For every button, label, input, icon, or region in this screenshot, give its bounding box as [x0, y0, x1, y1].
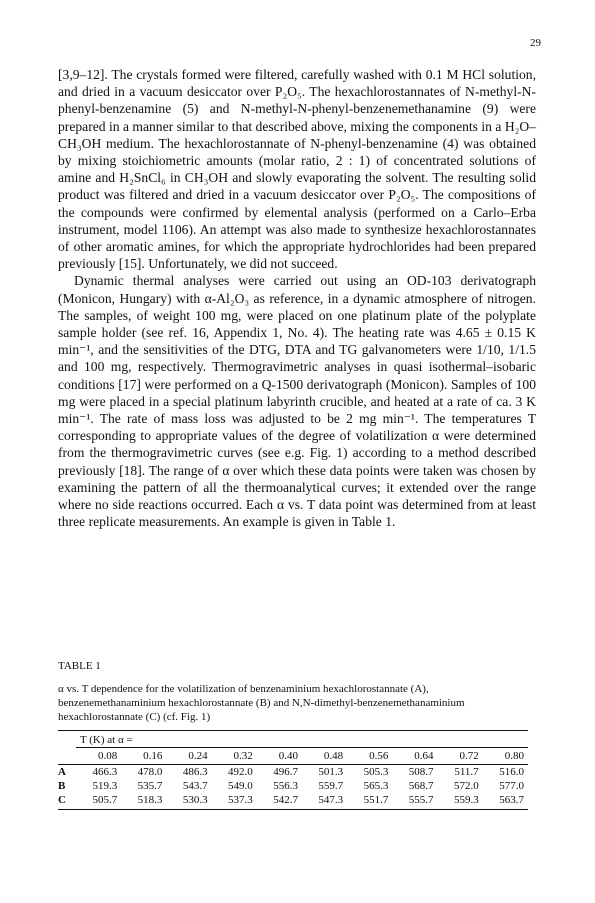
- table-label: TABLE 1: [58, 660, 101, 672]
- alpha-header: 0.64: [392, 748, 437, 765]
- table-cell: 519.3: [92, 780, 118, 792]
- table-cell: 516.0: [499, 766, 524, 778]
- table-cell: 505.3: [363, 766, 389, 778]
- table-cell: 496.7: [273, 766, 298, 778]
- table-cell: 572.0: [453, 780, 479, 792]
- row-label: C: [58, 793, 76, 810]
- table-1: [58, 660, 536, 810]
- row-label: A: [58, 766, 66, 778]
- table-row: [58, 779, 528, 793]
- table-cell: 555.7: [392, 793, 437, 810]
- table-cell: 559.3: [438, 793, 483, 810]
- table-cell: 542.7: [257, 793, 302, 810]
- table-cell: 508.7: [408, 766, 434, 778]
- table-row: [58, 765, 528, 780]
- table-alpha-header-row: [58, 748, 528, 765]
- alpha-header: 0.80: [483, 748, 528, 765]
- alpha-header: 0.48: [302, 748, 347, 765]
- table-cell: 537.3: [212, 793, 257, 810]
- alpha-header: 0.24: [166, 748, 211, 765]
- table-cell: 551.7: [347, 793, 392, 810]
- table-header-group: T (K) at α =: [76, 731, 528, 748]
- table-cell: 492.0: [228, 766, 253, 778]
- paragraph-preparation: [3,9–12]. The crystals formed were filtered, carefully washed with 0.1 M HCl solution, and dried in a vacuum desiccator over P₂O₅. The hexachlorostannates of N-methyl-N-phenyl-benzenamine (5) and N-methyl-N-phenyl-benzenemethanamine (9) were prepared in a manner similar to that described above, mixing the components in a H₂O–CH₃OH medium. The hexachlorostannate of N-phenyl-benzenamine (4) was obtained by mixing stoichiometric amounts (molar ratio, 2 : 1) of concentrated solutions of amine and H₂SnCl₆ in CH₃OH and slowly evaporating the solvent. The resulting solid product was filtered and dried in a vacuum desiccator over P₂O₅. The compositions of the compounds were confirmed by elemental analysis (performed on a Carlo–Erba instrument, model 1106). An attempt was also made to synthesize hexachlorostannates of other aromatic amines, for which the appropriate hydrochlorides had been prepared previously [15]. Unfortunately, we did not succeed.: [58, 67, 536, 272]
- table-cell: 577.0: [499, 780, 524, 792]
- table-cell: 565.3: [363, 780, 389, 792]
- table-corner-cell: [58, 748, 76, 765]
- data-table: [58, 730, 528, 810]
- alpha-header: 0.56: [347, 748, 392, 765]
- table-cell: 505.7: [76, 793, 121, 810]
- table-row: [58, 793, 528, 810]
- table-cell: 478.0: [137, 766, 163, 778]
- row-label: B: [58, 780, 66, 792]
- paragraph-thermal-analysis: Dynamic thermal analyses were carried out using an OD-103 derivatograph (Monicon, Hungary) with α-Al₂O₃ as reference, in a dynamic atmosphere of nitrogen. The samples, of weight 100 mg, were placed on one platinum plate of the polyplate sample holder (see ref. 16, Appendix 1, No. 4). The heating rate was 4.65 ± 0.15 K min⁻¹, and the sensitivities of the DTG, DTA and TG galvanometers were 1/10, 1/1.5 and 100 mg, respectively. Thermogravimetric analyses in quasi isothermal–isobaric conditions [17] were performed on a Q-1500 derivatograph (Monicon). Samples of 100 mg were placed in a special platinum labyrinth crucible, and heated at a rate of ca. 3 K min⁻¹. The rate of mass loss was adjusted to be 2 mg min⁻¹. The temperatures T corresponding to appropriate values of the degree of volatilization α were determined from the thermogravimetric curves (see e.g. Fig. 1) according to a method described previously [18]. The range of α over which these data points were taken was chosen by examining the pattern of all the thermoanalytical curves; it extended over the range where no side reactions occurred. Each α vs. T data point was determined from at least three replicate measurements. An example is given in Table 1.: [58, 273, 536, 530]
- table-cell: 568.7: [408, 780, 434, 792]
- alpha-header: 0.16: [121, 748, 166, 765]
- table-cell: 518.3: [121, 793, 166, 810]
- alpha-header: 0.40: [257, 748, 302, 765]
- alpha-header: 0.08: [76, 748, 121, 765]
- table-caption: α vs. T dependence for the volatilization of benzenaminium hexachlorostannate (A), benzenemethanaminium hexachlorostannate (B) and N,N-dimethyl-benzenemethanaminium hexachlorostannate (C) (cf. Fig. 1): [58, 683, 465, 723]
- table-cell: 556.3: [273, 780, 298, 792]
- table-cell: 501.3: [318, 766, 344, 778]
- table-corner-cell: [58, 731, 76, 748]
- table-cell: 535.7: [137, 780, 163, 792]
- table-cell: 547.3: [302, 793, 347, 810]
- table-cell: 563.7: [483, 793, 528, 810]
- table-cell: 549.0: [228, 780, 253, 792]
- table-header-group-row: [58, 731, 528, 748]
- table-cell: 530.3: [166, 793, 211, 810]
- table-cell: 559.7: [318, 780, 344, 792]
- table-cell: 543.7: [182, 780, 208, 792]
- page-number: 29: [530, 37, 541, 49]
- alpha-header: 0.72: [438, 748, 483, 765]
- table-cell: 466.3: [92, 766, 118, 778]
- body-text: [58, 66, 536, 530]
- alpha-header: 0.32: [212, 748, 257, 765]
- table-cell: 486.3: [182, 766, 208, 778]
- table-cell: 511.7: [454, 766, 479, 778]
